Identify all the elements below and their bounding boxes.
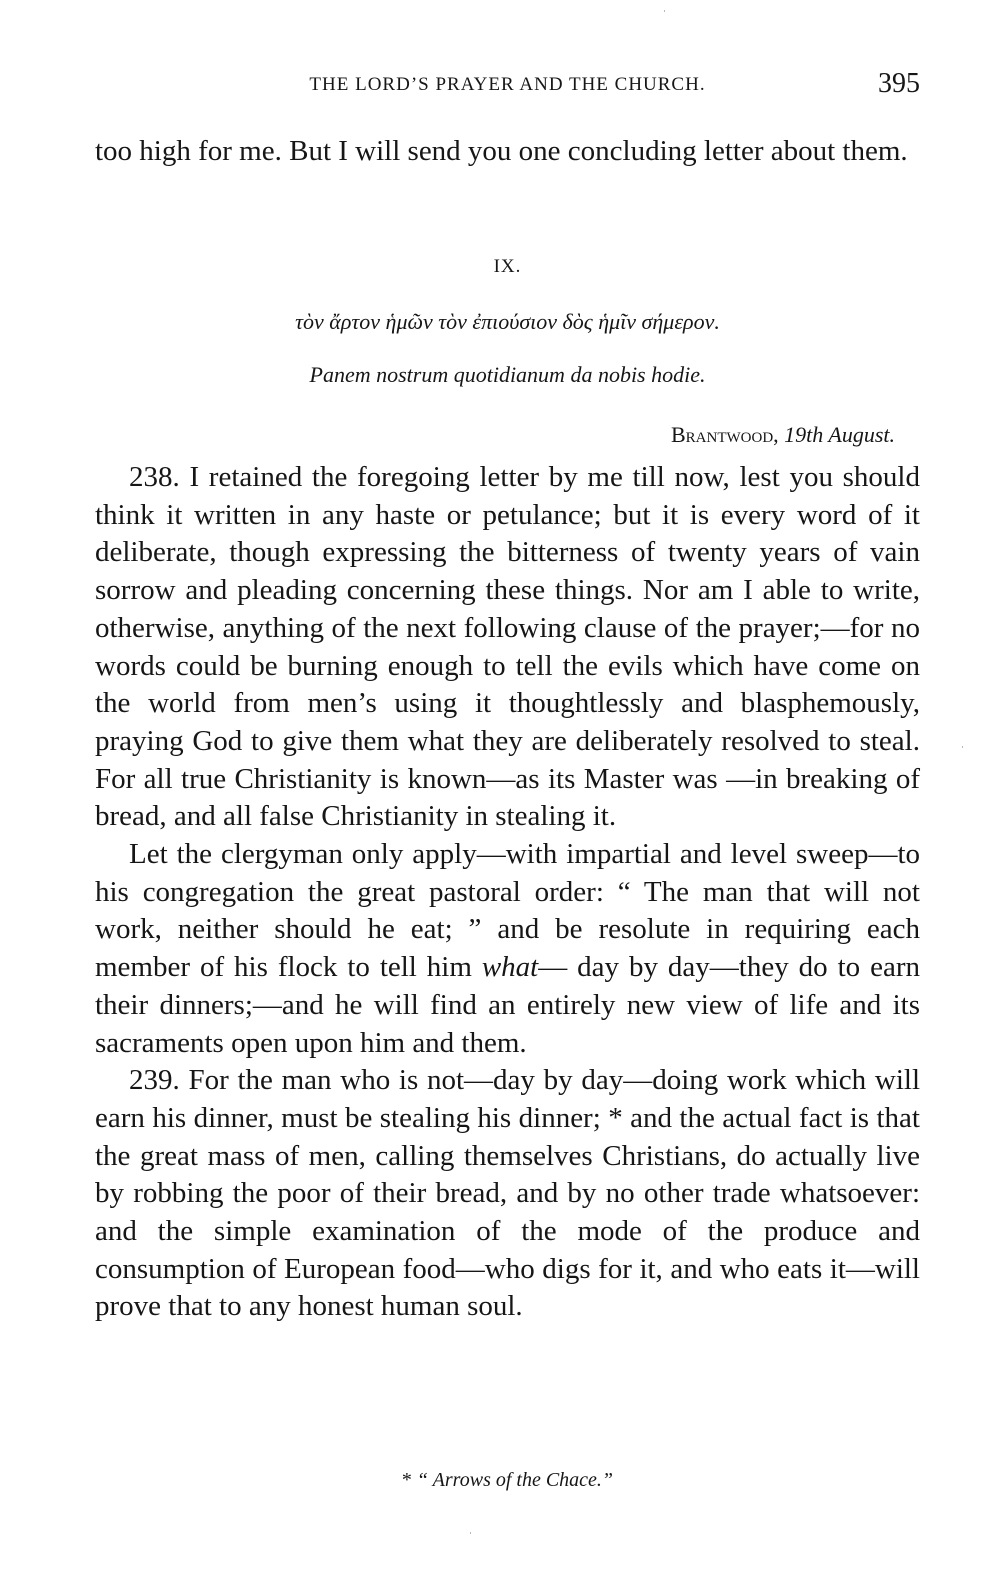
greek-epigraph: τὸν ἄρτον ἡμῶν τὸν ἐπιούσιον δὸς ἡμῖν σήμερον. [295,309,720,334]
scan-speck [962,746,963,748]
opening-paragraph: too high for me. But I will send you one concluding letter about them. [95,135,908,167]
page-number: 395 [878,68,920,99]
dateline [671,422,895,448]
scan-speck [664,10,665,12]
dateline-month: August. [823,422,895,447]
section-number: IX. [493,256,522,277]
running-head [95,64,920,104]
clergyman-emphasis: what [481,951,539,984]
scan-speck [470,1532,471,1534]
footnote-marker: * [401,1469,412,1491]
paragraph-239: 239. For the man who is not—day by day—doing work which will earn his dinner, must be stealing his dinner; * and the actual fact is that the great mass of men, calling themselves Christians, do actually live by robbing the poor of their bread, and by no other trade whatsoever: and the simple examination of the mode of the produce and consumption of European food—who digs for it, and who eats it—will prove that to any honest human soul. [95,1064,920,1323]
dateline-day: 19th [784,422,824,447]
paragraph-238: 238. I retained the foregoing letter by me till now, lest you should think it written in any haste or petulance; but it is every word of it deliberate, though expressing the bitterness of twenty years of vain sorrow and pleading concerning these things. Nor am I able to write, otherwise, anything of the next following clause of the prayer;—for no words could be burning enough to tell the evils which have come on the world from men’s using it thoughtlessly and blasphemously, praying God to give them what they are deliberately resolved to steal. For all true Christianity is known—as its Master was —in breaking of bread, and all false Christianity in stealing it. [95,461,920,833]
paragraph-clergyman [95,836,920,1062]
dateline-place: Brantwood [670,422,774,447]
dateline-separator: , [773,422,785,447]
clergyman-text-before: Let the clergyman only apply—with impartial and level sweep—to his congregation the great pastoral order: “ The man that will not work, neither should he eat; ” and be resolute in requiring each member of his flock to tell him [95,838,920,984]
main-text [95,459,920,1326]
footnote [95,1469,920,1492]
opening-paragraph-block [95,133,920,171]
clergyman-text-after: — day by day—they do to earn their dinners;—and he will find an entirely new view of life and its sacraments open upon him and them. [95,951,920,1059]
latin-epigraph: Panem nostrum quotidianum da nobis hodie. [309,362,706,387]
footnote-text: “ Arrows of the Chace.” [411,1469,614,1491]
running-title: THE LORD’S PRAYER AND THE CHURCH. [309,74,706,95]
